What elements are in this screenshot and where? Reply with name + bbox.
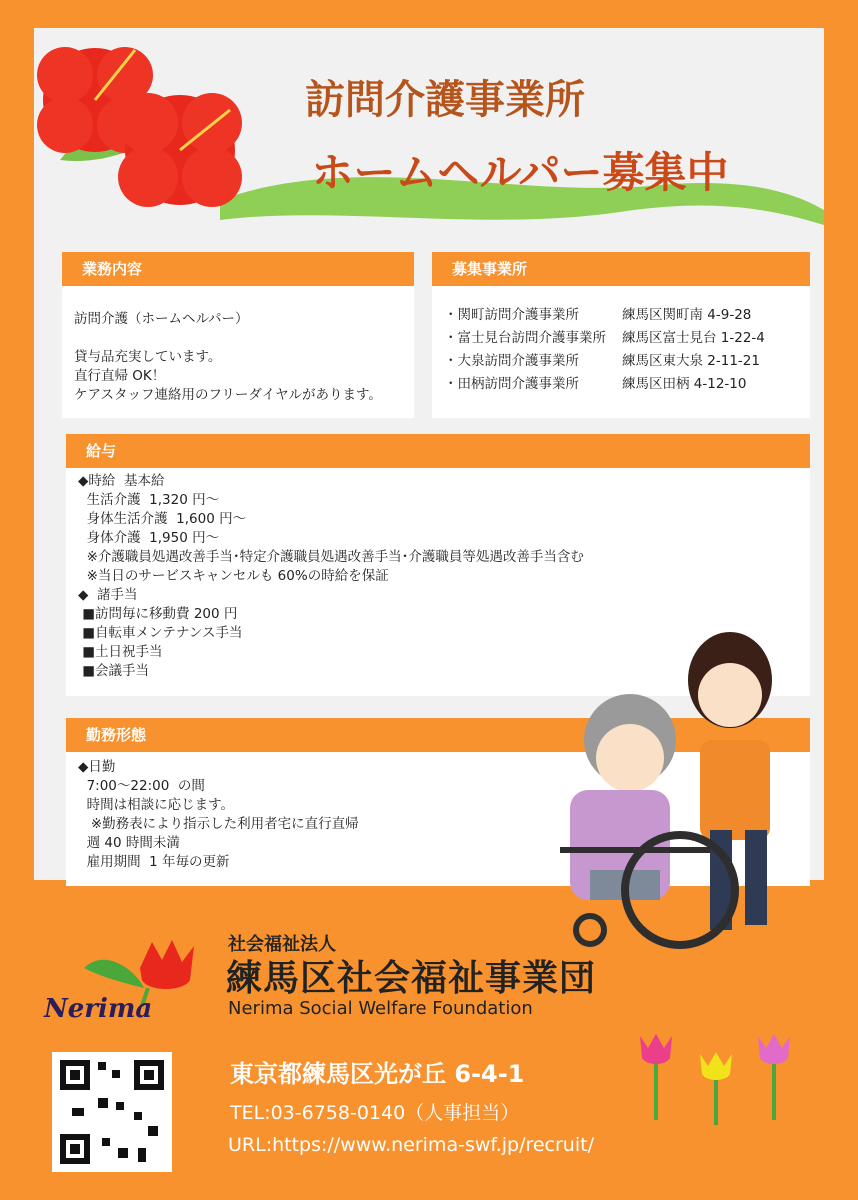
page-subtitle: ホームヘルパー募集中 bbox=[311, 148, 729, 197]
salary-line: ◆ 諸手当 bbox=[78, 587, 138, 603]
office-address: 練馬区関町南 4-9-28 bbox=[622, 307, 752, 323]
qr-code[interactable] bbox=[52, 1052, 172, 1172]
offices-list bbox=[444, 304, 804, 396]
office-item bbox=[444, 327, 804, 350]
salary-line: ■訪問毎に移動費 200 円 bbox=[78, 606, 238, 622]
job-line-1: 訪問介護（ホームヘルパー） bbox=[74, 311, 249, 327]
office-name: ・富士見台訪問介護事業所 bbox=[444, 330, 606, 346]
job-header: 業務内容 bbox=[62, 252, 414, 286]
work-lines bbox=[78, 758, 558, 872]
tulip-icon bbox=[758, 1034, 790, 1120]
salary-line: ◆時給 基本給 bbox=[78, 473, 165, 489]
office-item bbox=[444, 373, 804, 396]
office-name: ・田柄訪問介護事業所 bbox=[444, 376, 579, 392]
salary-line: 生活介護 1,320 円～ bbox=[78, 492, 220, 508]
org-type: 社会福祉法人 bbox=[228, 934, 336, 955]
org-english-name: Nerima Social Welfare Foundation bbox=[228, 998, 533, 1019]
office-item bbox=[444, 350, 804, 373]
work-line: ※勤務表により指示した利用者宅に直行直帰 bbox=[78, 816, 359, 832]
qr-code-icon bbox=[52, 1052, 172, 1172]
job-line-3: 直行直帰 OK！ bbox=[74, 368, 166, 384]
salary-line: ※当日のサービスキャンセルも 60%の時給を保証 bbox=[78, 568, 389, 584]
salary-line: ※介護職員処遇改善手当･特定介護職員処遇改善手当･介護職員等処遇改善手当含む bbox=[78, 549, 584, 565]
work-line: 週 40 時間未満 bbox=[78, 835, 180, 851]
office-address: 練馬区富士見台 1-22-4 bbox=[622, 330, 765, 346]
work-header: 勤務形態 bbox=[66, 718, 810, 752]
caregiver-wheelchair-illustration bbox=[530, 620, 830, 960]
tulip-icon bbox=[640, 1034, 672, 1120]
tulips-illustration bbox=[626, 1030, 816, 1130]
office-address: 練馬区東大泉 2-11-21 bbox=[622, 353, 760, 369]
office-item bbox=[444, 304, 804, 327]
org-name: 練馬区社会福祉事業団 bbox=[226, 958, 597, 999]
office-name: ・関町訪問介護事業所 bbox=[444, 307, 579, 323]
contact-url[interactable]: URL:https://www.nerima-swf.jp/recruit/ bbox=[228, 1134, 594, 1156]
page-title: 訪問介護事業所 bbox=[305, 77, 585, 123]
work-line: 時間は相談に応じます。 bbox=[78, 797, 235, 813]
work-line: ◆日勤 bbox=[78, 759, 116, 775]
salary-line: 身体介護 1,950 円～ bbox=[78, 530, 220, 546]
job-line-4: ケアスタッフ連絡用のフリーダイヤルがあります。 bbox=[74, 387, 382, 403]
work-line: 雇用期間 1 年毎の更新 bbox=[78, 854, 230, 870]
salary-header: 給与 bbox=[66, 434, 810, 468]
job-line-2: 貸与品充実しています。 bbox=[74, 349, 222, 365]
office-address: 練馬区田柄 4-12-10 bbox=[622, 376, 747, 392]
logo-text: Nerima bbox=[44, 994, 153, 1024]
work-line: 7:00～22:00 の間 bbox=[78, 778, 205, 794]
hibiscus-flowers-illustration bbox=[30, 30, 270, 230]
tulip-icon bbox=[700, 1052, 732, 1125]
contact-address: 東京都練馬区光が丘 6-4-1 bbox=[230, 1060, 525, 1088]
salary-line: 身体生活介護 1,600 円～ bbox=[78, 511, 247, 527]
salary-line: ■会議手当 bbox=[78, 663, 150, 679]
salary-line: ■自転車メンテナンス手当 bbox=[78, 625, 243, 641]
contact-tel[interactable]: TEL:03-6758-0140（人事担当） bbox=[230, 1102, 520, 1124]
salary-line: ■土日祝手当 bbox=[78, 644, 163, 660]
office-name: ・大泉訪問介護事業所 bbox=[444, 353, 579, 369]
offices-header: 募集事業所 bbox=[432, 252, 810, 286]
